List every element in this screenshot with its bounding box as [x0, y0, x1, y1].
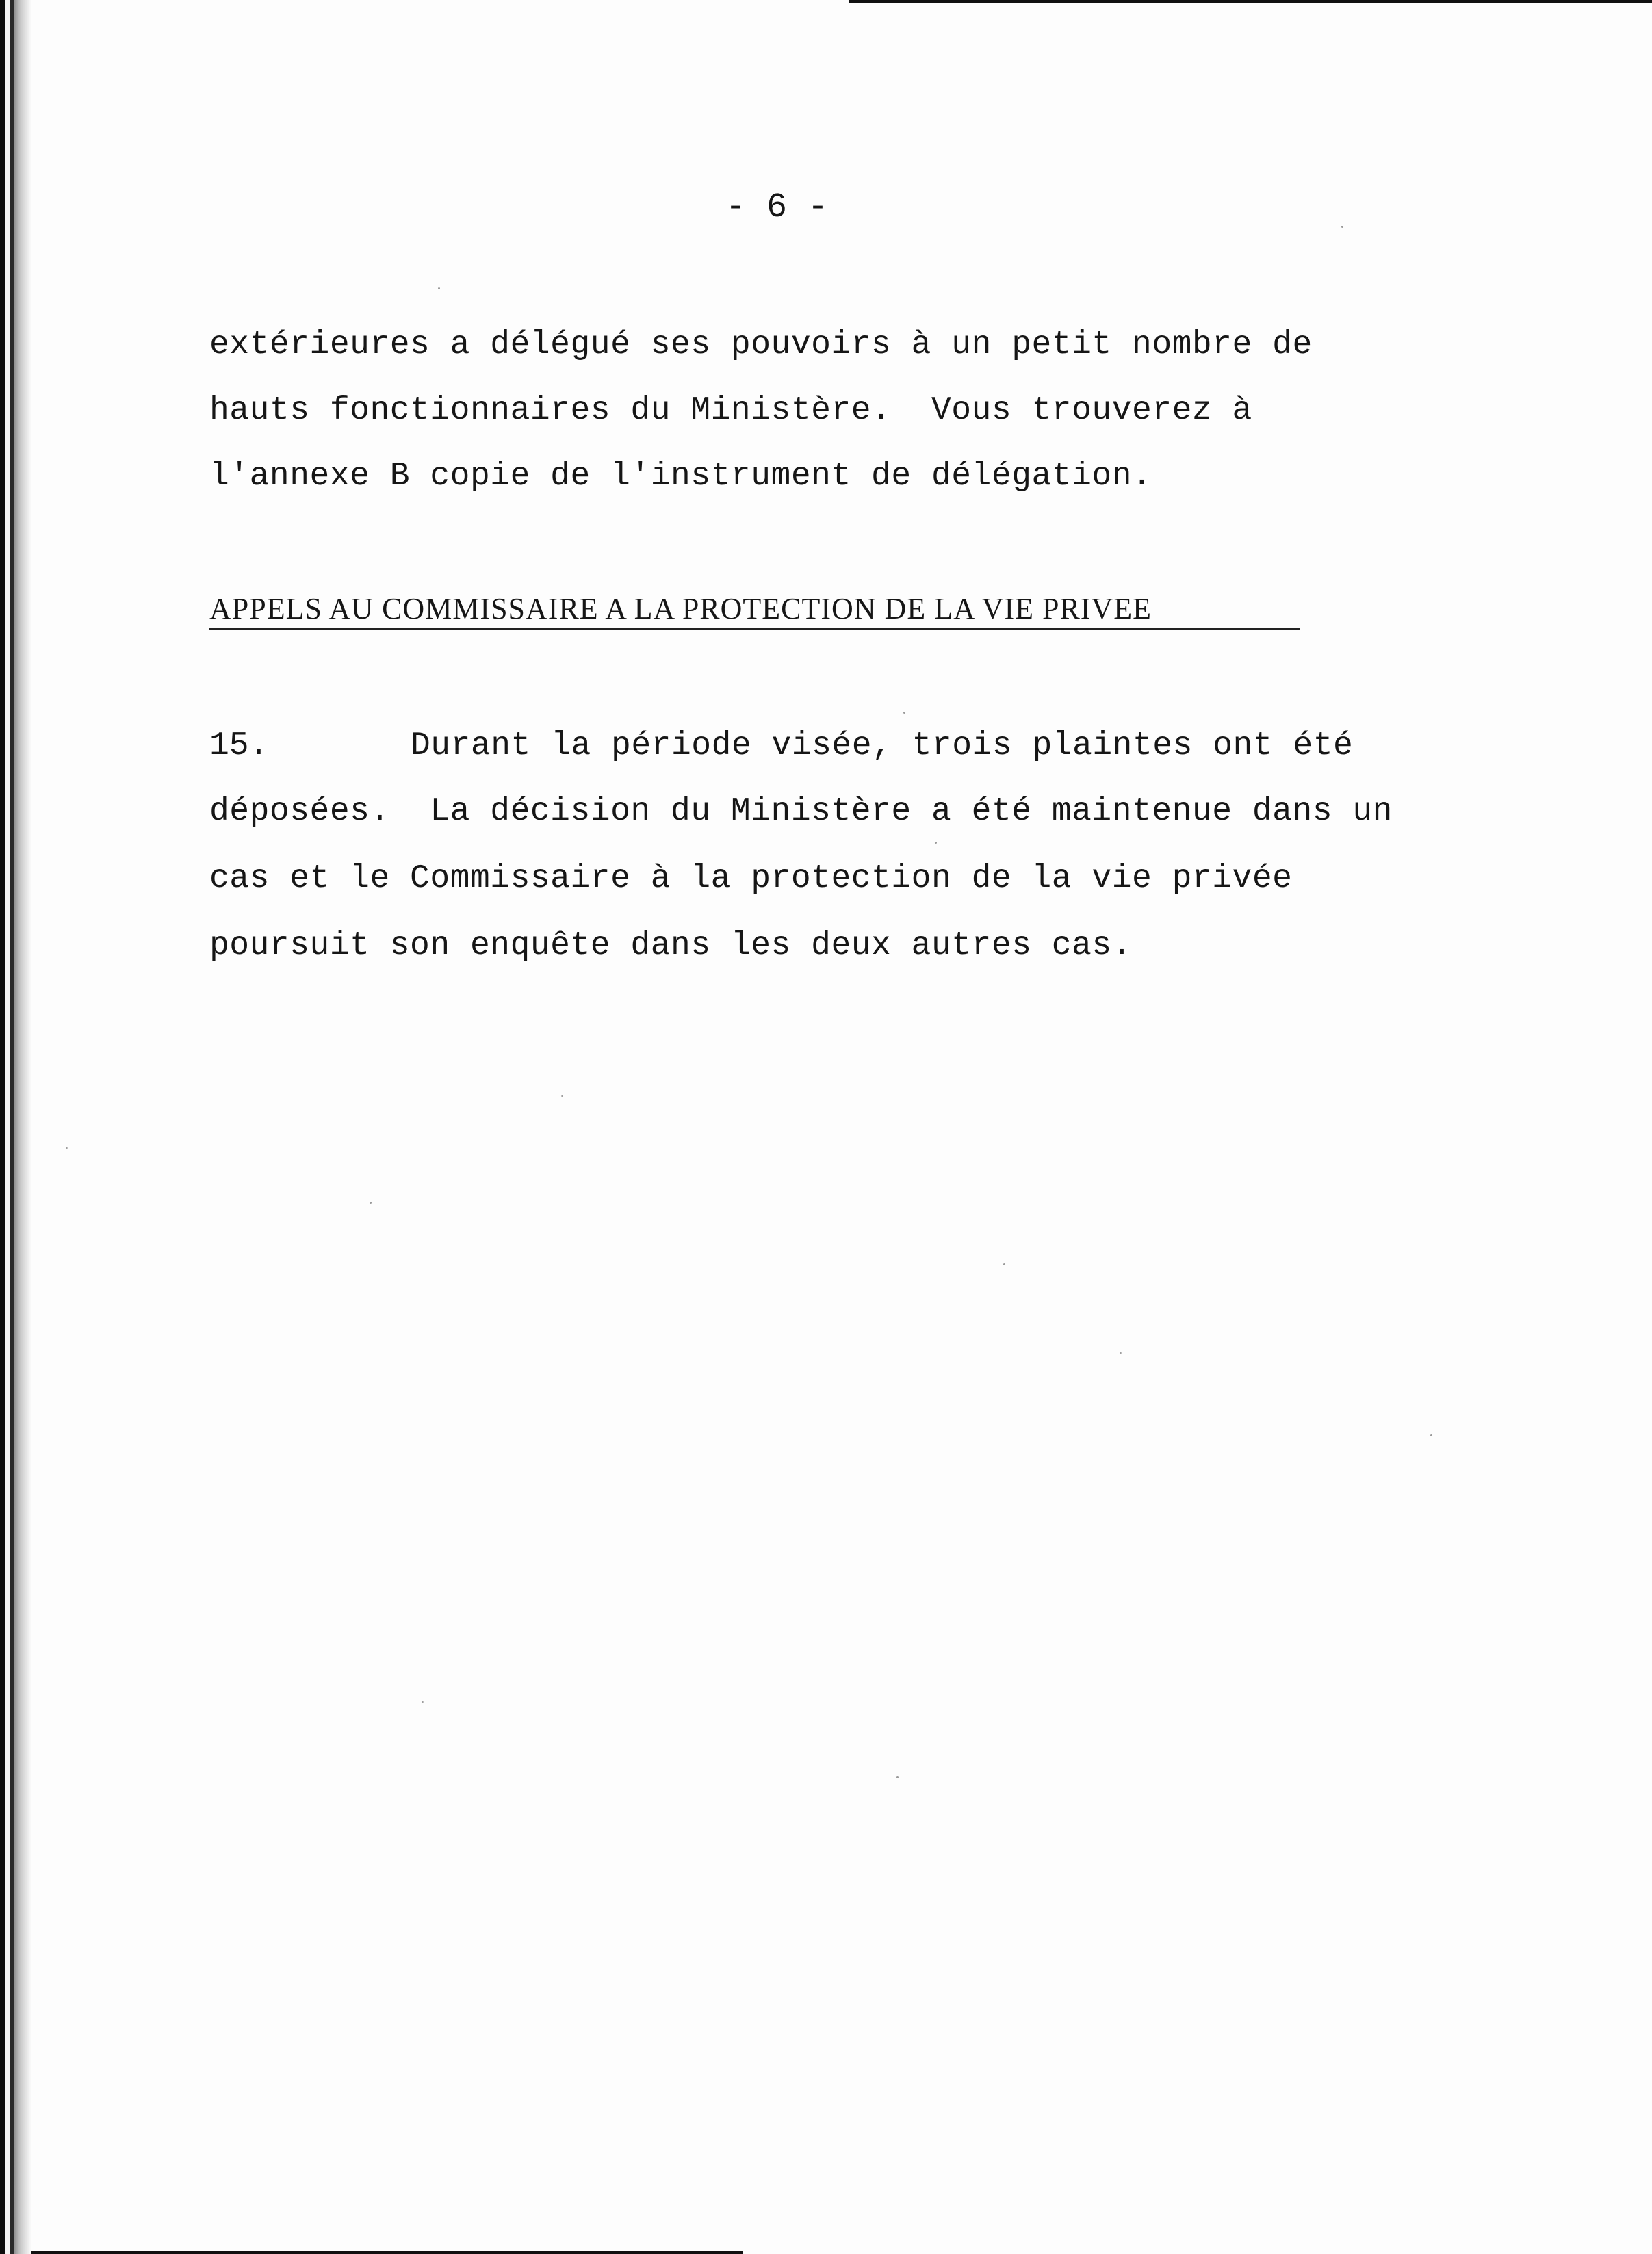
scan-speck	[438, 287, 440, 289]
scan-speck	[896, 1776, 899, 1778]
intro-line-1: extérieures a délégué ses pouvoirs à un petit nombre de	[209, 326, 1313, 363]
scan-speck	[903, 712, 905, 714]
scan-bottom-edge	[31, 2251, 743, 2254]
page-number: - 6 -	[725, 188, 829, 227]
scan-speck	[1341, 226, 1343, 228]
paragraph-line-3: cas et le Commissaire à la protection de la vie privée	[209, 860, 1293, 897]
paragraph-line-2: déposées. La décision du Ministère a été maintenue dans un	[209, 793, 1393, 830]
paragraph-line-4: poursuit son enquête dans les deux autres cas.	[209, 927, 1133, 964]
paragraph-line-1: Durant la période visée, trois plaintes ont été	[411, 727, 1354, 764]
scan-speck	[422, 1701, 424, 1703]
scan-top-edge	[849, 0, 1652, 3]
scan-speck	[1003, 1263, 1005, 1265]
scan-speck	[1120, 1352, 1122, 1354]
scan-speck	[66, 1147, 68, 1149]
scan-binding-edge	[0, 0, 31, 2254]
paragraph-number: 15.	[209, 727, 269, 764]
scan-speck	[370, 1202, 372, 1204]
scan-speck	[935, 842, 937, 844]
section-heading-underline	[209, 628, 1300, 630]
intro-line-2: hauts fonctionnaires du Ministère. Vous trouverez à	[209, 392, 1252, 429]
intro-line-3: l'annexe B copie de l'instrument de délégation.	[209, 458, 1152, 495]
section-heading: APPELS AU COMMISSAIRE A LA PROTECTION DE LA VIE PRIVEE	[209, 592, 1152, 625]
scan-speck	[561, 1095, 563, 1097]
scan-speck	[1430, 1434, 1432, 1436]
